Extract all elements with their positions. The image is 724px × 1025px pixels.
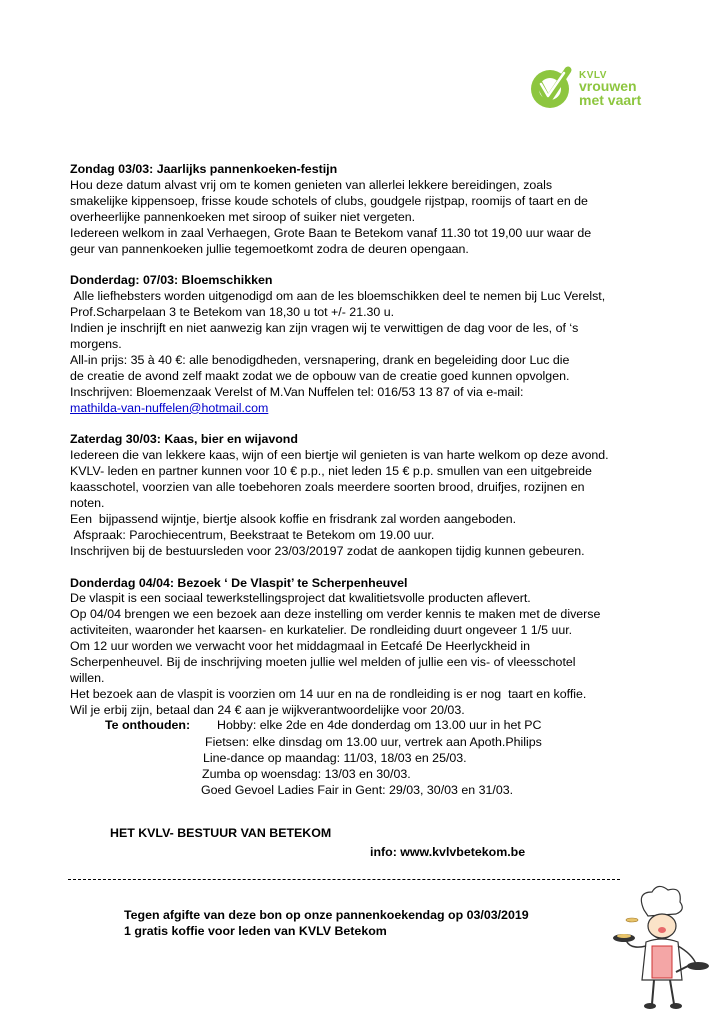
event-title: Donderdag 04/04: Bezoek ‘ De Vlaspit’ te Scherpenheuvel — [70, 575, 408, 590]
event-text-line: morgens. — [70, 336, 122, 351]
event-text-line: Wil je erbij zijn, betaal dan 24 € aan je wijkverantwoordelijke voor 20/03. — [70, 702, 465, 717]
event-text-line: overheerlijke pannenkoeken met siroop of suiker niet vergeten. — [70, 209, 416, 224]
event-text-line: Op 04/04 brengen we een bezoek aan deze instelling om verder kennis te maken met de diverse — [70, 607, 601, 622]
event-pannenkoeken — [70, 162, 670, 257]
event-text-line: Indien je inschrijft en niet aanwezig kan zijn vragen wij te verwittigen de dag voor de les, of ‘s — [70, 321, 579, 336]
event-text-line: activiteiten, waaronder het kaarsen- en kurkatelier. De rondleiding duurt ongeveer 1 1/5 uur. — [70, 623, 573, 638]
event-text-line: kaasschotel, voorzien van alle toebehoren zoals meerdere soorten brood, druifjes, rozijnen en — [70, 480, 585, 495]
logo-text-vrouwen: vrouwen — [579, 78, 637, 94]
event-text-line: willen. — [70, 670, 105, 685]
event-text-line: smakelijke kippensoep, frisse koude schotels of clubs, goudgele rijstpap, roomijs of taart en de — [70, 193, 588, 208]
event-text-line: Scherpenheuvel. Bij de inschrijving moeten jullie wel melden of jullie een vis- of vleesschotel — [70, 655, 576, 670]
remember-item: Hobby: elke 2de en 4de donderdag om 13.00 uur in het PC — [217, 718, 542, 732]
logo-text-kvlv: KVLV — [579, 70, 607, 81]
event-kaasavond — [70, 432, 670, 559]
kvlv-swoosh-icon — [528, 64, 576, 112]
event-bloemschikken — [70, 273, 670, 416]
event-text-line: Alle liefhebsters worden uitgenodigd om aan de les bloemschikken deel te nemen bij Luc Verelst, — [70, 289, 606, 304]
remember-label: Te onthouden: — [105, 718, 191, 732]
remember-item: Zumba op woensdag: 13/03 en 30/03. — [202, 767, 411, 781]
event-text-line: KVLV- leden en partner kunnen voor 10 € p.p., niet leden 15 € p.p. smullen van een uitgebreide — [70, 464, 592, 479]
coupon-text — [124, 908, 529, 939]
event-text-line: Inschrijven: Bloemenzaak Verelst of M.Van Nuffelen tel: 016/53 13 87 of via e-mail: — [70, 384, 524, 399]
event-text-line: geur van pannenkoeken jullie tegemoetkomt zodra de deuren opengaan. — [70, 241, 469, 256]
event-text-line: Om 12 uur worden we verwacht voor het middagmaal in Eetcafé De Heerlyckheid in — [70, 639, 531, 654]
kvlv-logo — [528, 64, 668, 120]
event-text-line: Een bijpassend wijntje, biertje alsook koffie en frisdrank zal worden aangeboden. — [70, 511, 517, 526]
coupon-line: Tegen afgifte van deze bon op onze pannenkoekendag op 03/03/2019 — [124, 908, 529, 922]
remember-item: Goed Gevoel Ladies Fair in Gent: 29/03, 30/03 en 31/03. — [201, 783, 514, 797]
event-title: Zondag 03/03: Jaarlijks pannenkoeken-festijn — [70, 162, 338, 176]
coupon-line: 1 gratis koffie voor leden van KVLV Betekom — [124, 923, 387, 938]
newsletter-body — [70, 162, 670, 735]
event-text-line: de creatie de avond zelf maakt zodat we de opbouw van de creatie goed kunnen opvolgen. — [70, 368, 570, 383]
coupon-cut-line — [68, 879, 620, 880]
remember-item: Fietsen: elke dinsdag om 13.00 uur, vertrek aan Apoth.Philips — [205, 735, 542, 749]
website-info: info: www.kvlvbetekom.be — [370, 845, 526, 859]
event-text-line: All-in prijs: 35 à 40 €: alle benodigdheden, versnapering, drank en begeleiding door Luc die — [70, 352, 570, 367]
event-text-line: Afspraak: Parochiecentrum, Beekstraat te Betekom om 19.00 uur. — [70, 527, 435, 542]
event-text-line: Prof.Scharpelaan 3 te Betekom van 18,30 u tot +/- 21.30 u. — [70, 305, 395, 320]
event-title: Donderdag: 07/03: Bloemschikken — [70, 273, 273, 288]
event-title: Zaterdag 30/03: Kaas, bier en wijavond — [70, 432, 298, 447]
chef-cooking-pancakes-icon — [612, 880, 710, 1020]
event-text-line: Inschrijven bij de bestuursleden voor 23/03/20197 zodat de aankopen tijdig kunnen gebeuren. — [70, 543, 585, 558]
event-text-line: Het bezoek aan de vlaspit is voorzien om 14 uur en na de rondleiding is er nog taart en koffie. — [70, 686, 587, 701]
event-text-line: Iedereen die van lekkere kaas, wijn of een biertje wil genieten is van harte welkom op deze avond. — [70, 448, 609, 463]
event-text-line: De vlaspit is een sociaal tewerkstellingsproject dat kwalitietsvolle producten aflevert. — [70, 591, 531, 606]
logo-text-met-vaart: met vaart — [579, 92, 642, 108]
event-vlaspit — [70, 576, 670, 719]
board-signature: HET KVLV- BESTUUR VAN BETEKOM — [110, 826, 332, 840]
event-text-line: noten. — [70, 496, 105, 510]
remember-item: Line-dance op maandag: 11/03, 18/03 en 25/03. — [203, 751, 467, 765]
event-text-line: Hou deze datum alvast vrij om te komen genieten van allerlei lekkere bereidingen, zoals — [70, 177, 553, 192]
event-text-line: Iedereen welkom in zaal Verhaegen, Grote Baan te Betekom vanaf 11.30 tot 19,00 uur waar de — [70, 225, 592, 240]
email-link[interactable]: mathilda-van-nuffelen@hotmail.com — [70, 400, 269, 415]
